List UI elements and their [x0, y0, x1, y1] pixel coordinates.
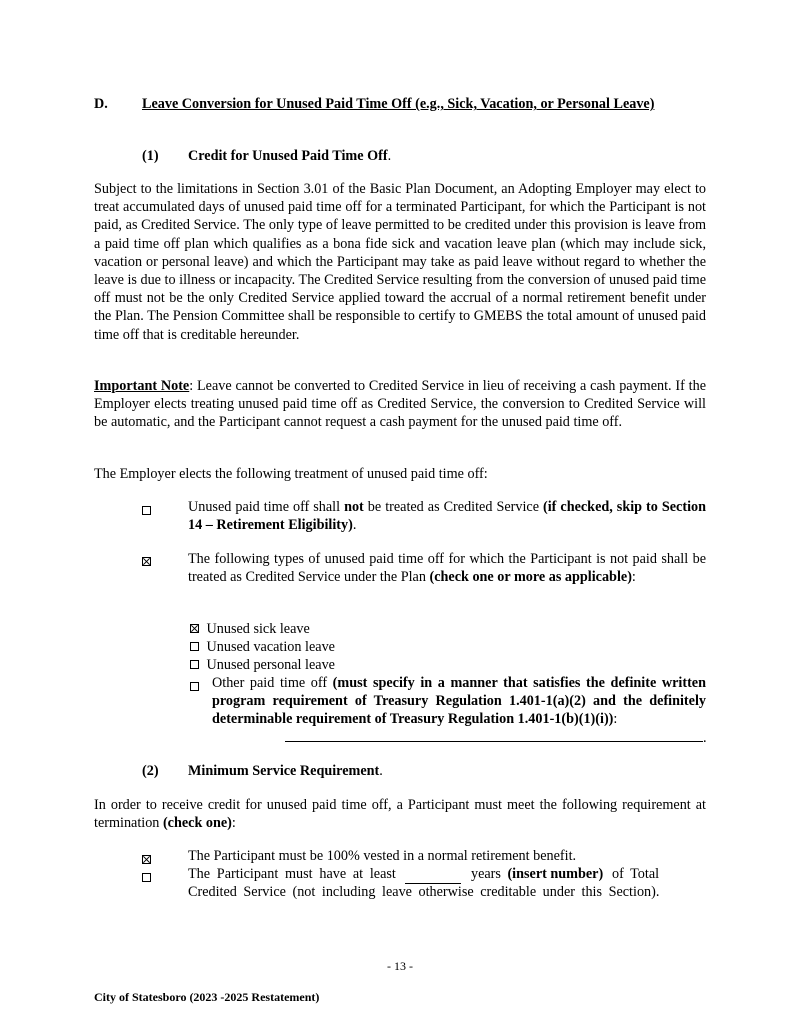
footer-doc-title: City of Statesboro (2023 -2025 Restatement): [94, 990, 320, 1004]
option-b-text-end: :: [631, 569, 636, 586]
leave-type-personal: [190, 656, 335, 674]
sick-leave-label: Unused sick leave: [206, 621, 310, 637]
page-number: - 13 -: [387, 959, 413, 973]
option-not-credited-checkbox[interactable]: [142, 506, 151, 515]
important-note-text: : Leave cannot be converted to Credited Service in lieu of receiving a cash payment. If the Employer elects treating unused paid time off as Credited Service, the conversion to Credited Service will be automatic, and the Participant cannot request a cash payment for the unused paid time off.: [94, 378, 706, 431]
option-a-not: not: [344, 499, 364, 515]
important-note-label: Important Note: [94, 378, 190, 394]
important-note: [94, 377, 706, 432]
other-leave-colon: :: [613, 711, 618, 728]
years-requirement-checkbox[interactable]: [142, 873, 151, 882]
section-letter: D.: [94, 96, 108, 112]
option-a-checkbox-wrap: [142, 502, 151, 520]
paragraph-2-colon: :: [231, 815, 236, 832]
other-leave-label: Other paid time off: [212, 675, 333, 691]
personal-leave-checkbox[interactable]: [190, 660, 199, 669]
service-option-1-checkbox-wrap: [142, 851, 151, 869]
years-requirement-pre: The Participant must have at least: [188, 866, 396, 882]
other-leave-checkbox[interactable]: [190, 682, 199, 691]
other-leave-period: .: [703, 730, 707, 746]
vested-requirement-text: The Participant must be 100% vested in a normal retirement benefit.: [188, 848, 577, 864]
subsection-2-period: .: [379, 763, 383, 779]
paragraph-credit-description: Subject to the limitations in Section 3.01 of the Basic Plan Document, an Adopting Employer may elect to treat accumulated days of unused paid time off for a terminated Participant, for which the Participant is not paid, as Credited Service. The only type of leave permitted to be credited under this provision is leave from a paid time off plan which qualifies as a bona fide sick and vacation leave plan (which may include sick, vacation or personal leave) and which the Participant may take as paid leave without regard to whether the leave is due to illness or incapacity. The Credited Service resulting from the conversion of unused paid time off must not be the only Credited Service applied toward the accrual of a normal retirement benefit under the Plan. The Pension Committee shall be responsible to certify to GMEBS the total amount of unused paid time off that is creditable hereunder.: [94, 181, 706, 343]
vacation-leave-label: Unused vacation leave: [206, 639, 335, 655]
years-label: years: [470, 866, 501, 882]
other-leave-blank-line[interactable]: [285, 741, 703, 742]
subsection-1-period: .: [387, 148, 392, 164]
option-a-text-pre: Unused paid time off shall: [188, 499, 345, 515]
option-a-text-end: .: [352, 517, 357, 534]
insert-number-instruction: (insert number): [507, 866, 604, 882]
subsection-1-heading: [188, 147, 391, 165]
paragraph-2-text: In order to receive credit for unused paid time off, a Participant must meet the following requirement at termination: [94, 797, 706, 832]
employer-elects-text: The Employer elects the following treatment of unused paid time off:: [94, 466, 488, 482]
section-title: Leave Conversion for Unused Paid Time Off (e.g., Sick, Vacation, or Personal Leave): [142, 96, 655, 112]
subsection-2-number: (2): [142, 763, 159, 779]
other-leave-checkbox-wrap: [190, 678, 199, 696]
service-option-2-checkbox-wrap: [142, 869, 151, 887]
sick-leave-checkbox[interactable]: [190, 624, 199, 633]
leave-type-vacation: [190, 638, 335, 656]
option-b-checkbox-wrap: [142, 553, 151, 571]
other-leave-instruction: (must specify in a manner that satisfies the definite written program requirement of Treasury Regulation 1.401-1(a)(2) and the definitely determinable requirement of Treasury Regulation 1.401-1(b)(1)(i)): [212, 675, 706, 728]
subsection-2-heading: [188, 762, 383, 780]
option-a-text-mid: be treated as Credited Service: [363, 499, 543, 515]
option-b-text: The following types of unused paid time off for which the Participant is not paid shall be treated as Credited Service under the Plan: [188, 551, 706, 586]
option-not-credited-text: [188, 498, 706, 534]
subsection-1-title: Credit for Unused Paid Time Off: [188, 148, 388, 164]
option-a-skip-note: (if checked, skip to Section 14 – Retirement Eligibility): [188, 499, 706, 534]
option-credited-checkbox[interactable]: [142, 557, 151, 566]
vacation-leave-checkbox[interactable]: [190, 642, 199, 651]
subsection-2-title: Minimum Service Requirement: [188, 763, 380, 779]
leave-type-sick: [190, 620, 310, 638]
subsection-1-number: (1): [142, 148, 159, 164]
option-credited-text: [188, 550, 706, 586]
personal-leave-label: Unused personal leave: [206, 657, 335, 673]
years-requirement-end-wrap: [188, 865, 706, 901]
years-requirement-end: of Total Credited Service (not including leave otherwise creditable under this Section).: [188, 866, 660, 901]
paragraph-minimum-service: [94, 796, 706, 832]
vested-requirement-checkbox[interactable]: [142, 855, 151, 864]
option-b-instruction: (check one or more as applicable): [429, 569, 632, 586]
paragraph-2-check-one: (check one): [162, 815, 232, 832]
other-leave-text: [212, 674, 706, 729]
